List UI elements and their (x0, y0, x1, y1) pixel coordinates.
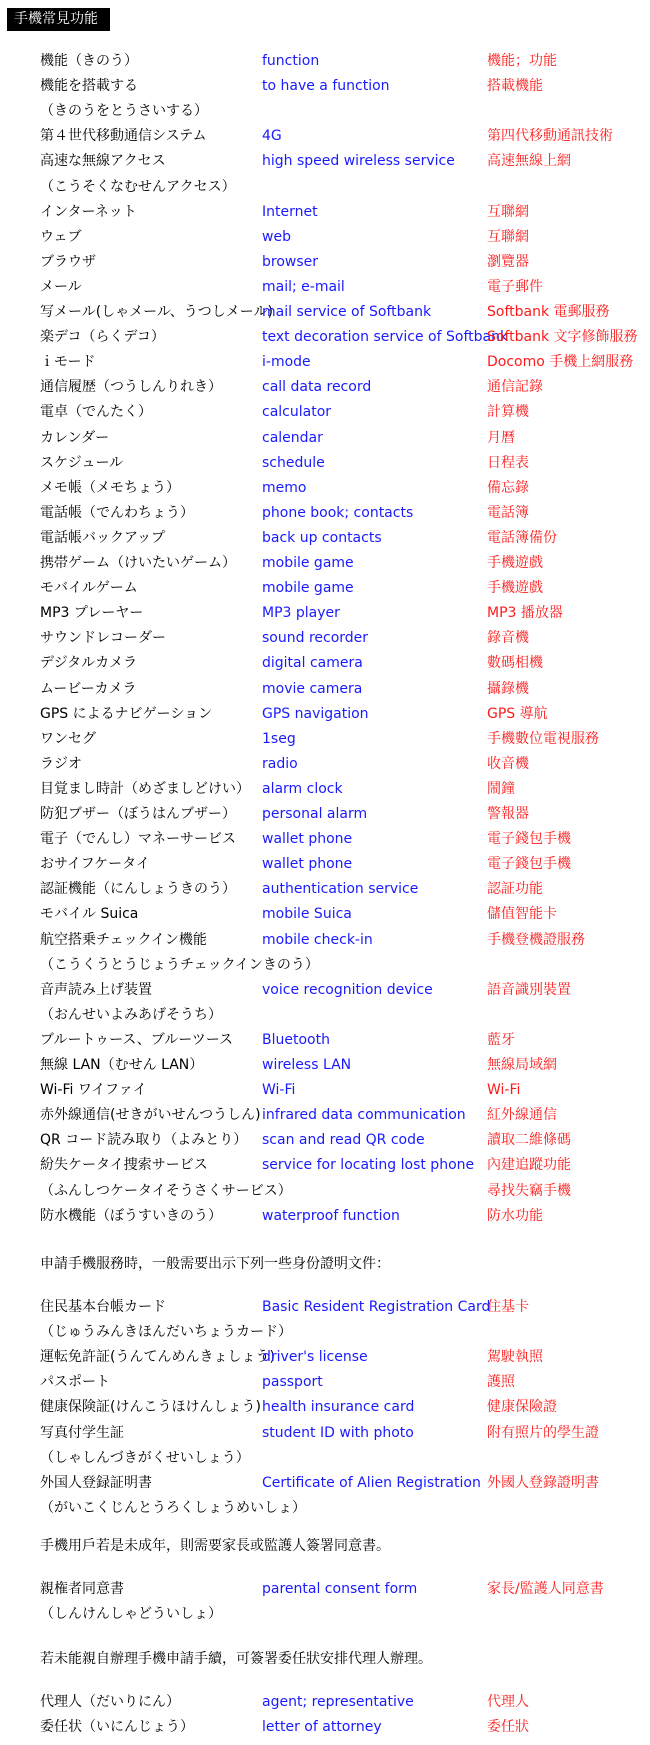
vocab-en: Certificate of Alien Registration (262, 1474, 481, 1491)
vocab-jp: （こうくうとうじょうチェックインきのう） (40, 956, 319, 973)
vocab-en: mobile game (262, 580, 354, 597)
vocab-zh: 計算機 (487, 404, 529, 421)
vocab-en: wallet phone (262, 856, 353, 873)
vocab-zh: 住基卡 (487, 1299, 529, 1315)
vocab-jp: 外国人登録証明書 (40, 1474, 152, 1491)
vocab-zh: 手機登機證服務 (487, 931, 585, 948)
vocab-jp: カレンダー (40, 429, 110, 446)
vocab-en: mail; e-mail (262, 278, 345, 295)
vocab-jp: （がいこくじんとうろくしょうめいしょ） (40, 1499, 306, 1516)
vocab-zh: 通信記錄 (487, 379, 543, 396)
vocab-en: to have a function (262, 78, 390, 95)
vocab-jp: 住民基本台帳カード (40, 1299, 166, 1315)
vocab-en: calendar (262, 429, 323, 446)
vocab-zh: 附有照片的學生證 (487, 1424, 599, 1441)
vocab-en: browser (262, 253, 319, 270)
page-title: 手機常見功能 (7, 8, 110, 31)
vocab-en: text decoration service of Softbank (262, 329, 509, 346)
vocab-zh: 收音機 (487, 755, 529, 772)
vocab-en: high speed wireless service (262, 153, 455, 170)
vocab-zh: 互聯網 (487, 203, 529, 220)
vocab-jp: 第４世代移動通信システム (40, 128, 207, 145)
vocab-en: scan and read QR code (262, 1132, 425, 1149)
vocab-zh: 認証功能 (487, 881, 543, 898)
vocab-jp: 航空搭乗チェックイン機能 (40, 931, 207, 948)
vocab-jp: 防犯ブザー（ぼうはんブザー） (40, 806, 236, 822)
vocab-jp: 写真付学生証 (40, 1424, 124, 1441)
vocab-zh: 藍牙 (487, 1031, 515, 1048)
vocab-jp: （しゃしんづきがくせいしょう） (40, 1449, 250, 1466)
vocab-jp: 通信履歴（つうしんりれき） (40, 379, 222, 396)
vocab-en: 1seg (262, 730, 296, 747)
vocab-en: passport (262, 1374, 323, 1391)
vocab-zh: 紅外線通信 (487, 1107, 557, 1124)
vocab-zh: 手機遊戲 (487, 580, 543, 597)
vocab-jp: 電話帳（でんわちょう） (40, 504, 194, 521)
vocab-jp: 無線 LAN（むせん LAN） (40, 1057, 204, 1073)
vocab-en: parental consent form (262, 1581, 418, 1597)
section-note-proxy: 若未能親自辦理手機申請手續，可簽署委任狀安排代理人辦理。 (40, 1651, 432, 1667)
vocab-jp: ウェブ (40, 228, 82, 245)
vocab-en: mail service of Softbank (262, 304, 432, 320)
vocab-jp: ワンセグ (40, 730, 96, 747)
section-note-minors: 手機用戶若是未成年，則需要家長或監護人簽署同意書。 (40, 1538, 390, 1554)
vocab-zh: 外國人登錄證明書 (487, 1474, 599, 1491)
vocab-zh: Softbank 電郵服務 (487, 304, 610, 320)
vocab-zh: 家長/監護人同意書 (487, 1581, 604, 1597)
vocab-en: memo (262, 479, 307, 496)
vocab-zh: GPS 導航 (487, 705, 548, 722)
vocab-jp: ｉモード (40, 354, 96, 371)
vocab-zh: 高速無線上網 (487, 153, 571, 170)
vocab-zh: Docomo 手機上網服務 (487, 354, 634, 371)
vocab-jp: メモ帳（メモちょう） (40, 479, 180, 496)
vocab-jp: 高速な無線アクセス (40, 153, 166, 170)
section-note-id-documents: 申請手機服務時，一般需要出示下列一些身份證明文件： (40, 1256, 390, 1272)
vocab-zh: Wi-Fi (487, 1082, 521, 1099)
vocab-zh: 護照 (487, 1374, 515, 1391)
vocab-en: back up contacts (262, 529, 382, 546)
vocab-zh: Softbank 文字修飾服務 (487, 329, 638, 346)
vocab-en: GPS navigation (262, 705, 369, 722)
vocab-en: Internet (262, 203, 318, 220)
vocab-zh: 語音識別裝置 (487, 981, 571, 998)
vocab-en: mobile check-in (262, 931, 373, 948)
vocab-jp: ブラウザ (40, 253, 96, 270)
vocab-jp: 写メール(しゃメール、うつしメール) (40, 304, 273, 320)
vocab-zh: 手機數位電視服務 (487, 730, 599, 747)
vocab-en: agent; representative (262, 1694, 414, 1710)
vocab-zh: 錄音機 (487, 630, 529, 647)
vocab-jp: Wi-Fi ワイファイ (40, 1082, 147, 1099)
vocab-en: health insurance card (262, 1399, 415, 1416)
vocab-zh: 健康保險證 (487, 1399, 557, 1416)
vocab-zh: 尋找失竊手機 (487, 1182, 571, 1199)
vocab-jp: （こうそくなむせんアクセス） (40, 178, 236, 195)
vocab-zh: 防水功能 (487, 1207, 543, 1224)
vocab-en: letter of attorney (262, 1719, 382, 1736)
vocab-en: sound recorder (262, 630, 369, 647)
vocab-jp: ラジオ (40, 755, 82, 772)
vocab-zh: 備忘錄 (487, 479, 529, 496)
vocab-en: infrared data communication (262, 1107, 466, 1124)
vocab-zh: 警報器 (487, 806, 529, 822)
vocab-zh: 無線局域網 (487, 1057, 557, 1073)
vocab-zh: 機能；功能 (487, 53, 557, 69)
vocab-jp: 親権者同意書 (40, 1581, 124, 1597)
vocab-en: mobile game (262, 555, 354, 571)
vocab-jp: （ふんしつケータイそうさくサービス） (40, 1182, 292, 1199)
vocab-en: calculator (262, 404, 332, 421)
vocab-zh: 搭載機能 (487, 78, 543, 95)
vocab-jp: （おんせいよみあげそうち） (40, 1006, 222, 1023)
vocab-jp: 電子（でんし）マネーサービス (40, 831, 236, 848)
vocab-zh: 互聯網 (487, 228, 529, 245)
vocab-en: voice recognition device (262, 981, 433, 998)
vocab-en: schedule (262, 454, 325, 471)
vocab-en: MP3 player (262, 605, 340, 622)
vocab-jp: スケジュール (40, 454, 124, 471)
vocab-en: movie camera (262, 680, 363, 697)
vocab-en: wireless LAN (262, 1057, 352, 1073)
vocab-zh: 委任狀 (487, 1719, 529, 1736)
vocab-jp: 代理人（だいりにん） (40, 1694, 180, 1710)
vocab-en: alarm clock (262, 780, 343, 797)
vocab-jp: モバイルゲーム (40, 580, 138, 597)
vocab-en: 4G (262, 128, 282, 145)
vocab-jp: 機能（きのう） (40, 53, 138, 69)
vocab-en: phone book; contacts (262, 504, 414, 521)
vocab-en: digital camera (262, 655, 363, 672)
vocab-zh: 電子錢包手機 (487, 831, 571, 848)
vocab-zh: 瀏覽器 (487, 253, 529, 270)
vocab-en: personal alarm (262, 806, 368, 822)
vocab-jp: デジタルカメラ (40, 655, 138, 672)
vocab-jp: 運転免許証(うんてんめんきょしょう) (40, 1349, 275, 1366)
vocab-jp: 防水機能（ぼうすいきのう） (40, 1207, 222, 1224)
vocab-jp: 電話帳バックアップ (40, 529, 166, 546)
vocab-zh: 代理人 (487, 1694, 529, 1710)
vocab-en: Basic Resident Registration Card (262, 1299, 491, 1315)
vocab-jp: ブルートゥース、ブルーツース (40, 1031, 233, 1048)
vocab-zh: 讀取二維條碼 (487, 1132, 571, 1149)
vocab-en: web (262, 228, 291, 245)
vocab-jp: QR コード読み取り（よみとり） (40, 1132, 248, 1149)
vocab-en: Bluetooth (262, 1031, 330, 1048)
vocab-zh: MP3 播放器 (487, 605, 563, 622)
vocab-en: Wi-Fi (262, 1082, 296, 1099)
vocab-zh: 月曆 (487, 429, 515, 446)
vocab-jp: 電卓（でんたく） (40, 404, 152, 421)
vocab-en: service for locating lost phone (262, 1157, 475, 1174)
vocab-en: mobile Suica (262, 906, 352, 923)
vocab-zh: 鬧鐘 (487, 780, 515, 797)
vocab-zh: 數碼相機 (487, 655, 543, 672)
vocab-en: student ID with photo (262, 1424, 414, 1441)
vocab-zh: 電話簿 (487, 504, 529, 521)
vocab-jp: 紛失ケータイ捜索サービス (40, 1157, 208, 1174)
vocab-jp: モバイル Suica (40, 906, 139, 923)
vocab-jp: 健康保険証(けんこうほけんしょう) (40, 1399, 261, 1416)
vocab-en: waterproof function (262, 1207, 400, 1224)
vocab-en: driver's license (262, 1349, 368, 1366)
vocab-jp: 楽デコ（らくデコ） (40, 329, 165, 346)
vocab-zh: 日程表 (487, 454, 529, 471)
vocab-zh: 電話簿備份 (487, 529, 557, 546)
vocab-jp: （しんけんしゃどういしょ） (40, 1606, 222, 1623)
vocab-jp: パスポート (40, 1374, 110, 1391)
vocab-en: authentication service (262, 881, 419, 898)
vocab-en: radio (262, 755, 298, 772)
vocab-en: call data record (262, 379, 372, 396)
vocab-en: wallet phone (262, 831, 353, 848)
vocab-jp: GPS によるナビゲーション (40, 705, 213, 722)
vocab-zh: 攝錄機 (487, 680, 529, 697)
vocab-zh: 電子錢包手機 (487, 856, 571, 873)
vocab-zh: 電子郵件 (487, 278, 543, 295)
vocab-jp: 委任状（いにんじょう） (40, 1719, 194, 1736)
vocab-zh: 手機遊戲 (487, 555, 543, 571)
vocab-en: function (262, 53, 320, 69)
vocab-jp: （きのうをとうさいする） (40, 103, 208, 120)
vocab-zh: 第四代移動通訊技術 (487, 128, 613, 145)
vocab-jp: おサイフケータイ (40, 856, 150, 873)
vocab-zh: 內建追蹤功能 (487, 1157, 571, 1174)
vocab-zh: 駕駛執照 (487, 1349, 543, 1366)
vocab-jp: サウンドレコーダー (40, 630, 166, 647)
vocab-jp: MP3 プレーヤー (40, 605, 144, 622)
vocab-jp: 機能を搭載する (40, 78, 138, 95)
vocab-en: i-mode (262, 354, 311, 371)
vocab-zh: 儲值智能卡 (487, 906, 557, 923)
vocab-jp: 目覚まし時計（めざましどけい） (40, 780, 250, 797)
vocab-jp: ムービーカメラ (40, 680, 137, 697)
vocab-jp: メール (40, 278, 82, 295)
vocab-jp: 赤外線通信(せきがいせんつうしん) (40, 1107, 261, 1124)
vocab-jp: インターネット (40, 203, 137, 220)
vocab-jp: 携帯ゲーム（けいたいゲーム） (40, 555, 236, 571)
vocab-jp: 音声読み上げ装置 (40, 981, 152, 998)
vocab-jp: （じゅうみんきほんだいちょうカード） (40, 1324, 292, 1341)
vocab-jp: 認証機能（にんしょうきのう） (40, 881, 236, 898)
